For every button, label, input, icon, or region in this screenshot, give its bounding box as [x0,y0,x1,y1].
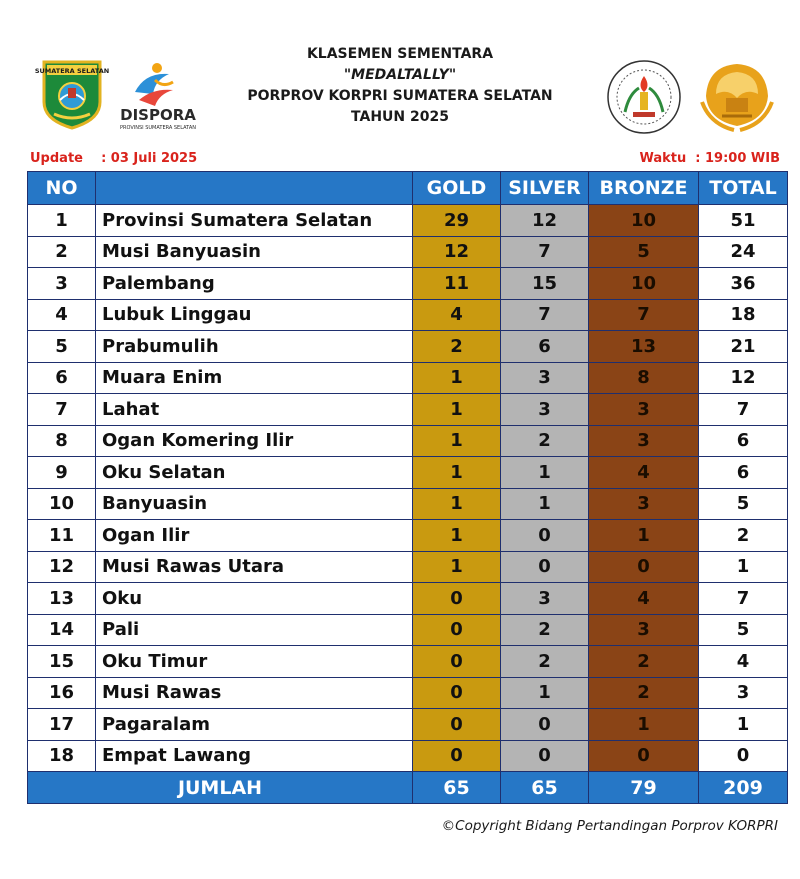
cell-silver: 3 [501,583,589,615]
table-row [28,677,788,709]
footer-total: 209 [699,772,788,804]
cell-silver: 0 [501,551,589,583]
cell-gold: 1 [413,488,501,520]
cell-bronze: 7 [589,299,699,331]
cell-total: 18 [699,299,788,331]
cell-silver: 2 [501,425,589,457]
table-row [28,331,788,363]
cell-total: 7 [699,394,788,426]
cell-bronze: 1 [589,709,699,741]
table-row [28,709,788,741]
cell-contingent-name: Banyuasin [96,488,413,520]
cell-silver: 6 [501,331,589,363]
cell-rank: 5 [28,331,96,363]
cell-rank: 8 [28,425,96,457]
medal-tally-table [27,171,788,804]
table-footer-row [28,772,788,804]
cell-bronze: 8 [589,362,699,394]
cell-gold: 0 [413,583,501,615]
cell-silver: 2 [501,614,589,646]
table-row [28,394,788,426]
cell-bronze: 0 [589,551,699,583]
table-row [28,646,788,678]
table-row [28,268,788,300]
page-title [200,44,600,128]
title-line-1: KLASEMEN SEMENTARA [306,46,494,62]
cell-rank: 6 [28,362,96,394]
medal-table-body [28,205,788,772]
table-row [28,205,788,237]
cell-silver: 3 [501,394,589,426]
table-row [28,362,788,394]
cell-bronze: 4 [589,583,699,615]
table-row [28,551,788,583]
dispora-logo [113,58,203,132]
table-row [28,299,788,331]
cell-total: 7 [699,583,788,615]
cell-silver: 2 [501,646,589,678]
cell-total: 1 [699,709,788,741]
cell-total: 5 [699,614,788,646]
cell-contingent-name: Musi Rawas [96,677,413,709]
cell-silver: 15 [501,268,589,300]
header-no: NO [28,172,96,205]
cell-total: 2 [699,520,788,552]
title-line-2: "MEDALTALLY" [343,67,457,83]
cell-rank: 7 [28,394,96,426]
table-row [28,236,788,268]
cell-contingent-name: Pagaralam [96,709,413,741]
table-row [28,520,788,552]
cell-gold: 11 [413,268,501,300]
header-name [96,172,413,205]
cell-rank: 16 [28,677,96,709]
cell-silver: 1 [501,488,589,520]
cell-bronze: 4 [589,457,699,489]
cell-total: 1 [699,551,788,583]
table-row [28,740,788,772]
cell-contingent-name: Provinsi Sumatera Selatan [96,205,413,237]
cell-rank: 1 [28,205,96,237]
cell-contingent-name: Lubuk Linggau [96,299,413,331]
cell-gold: 29 [413,205,501,237]
cell-silver: 0 [501,709,589,741]
cell-silver: 1 [501,677,589,709]
cell-silver: 7 [501,299,589,331]
cell-contingent-name: Pali [96,614,413,646]
cell-rank: 15 [28,646,96,678]
cell-rank: 13 [28,583,96,615]
cell-bronze: 3 [589,394,699,426]
cell-bronze: 2 [589,646,699,678]
cell-gold: 12 [413,236,501,268]
cell-rank: 3 [28,268,96,300]
cell-contingent-name: Ogan Komering Ilir [96,425,413,457]
cell-bronze: 13 [589,331,699,363]
cell-silver: 0 [501,740,589,772]
cell-gold: 0 [413,740,501,772]
dispora-logo-name: DISPORA [120,106,196,124]
cell-contingent-name: Oku Selatan [96,457,413,489]
cell-total: 0 [699,740,788,772]
cell-rank: 12 [28,551,96,583]
table-row [28,488,788,520]
cell-gold: 0 [413,614,501,646]
cell-gold: 0 [413,709,501,741]
header-total: TOTAL [699,172,788,205]
cell-total: 51 [699,205,788,237]
cell-gold: 0 [413,646,501,678]
update-date: Update : 03 Juli 2025 [30,151,198,166]
bapor-korpri-seal-logo [605,58,683,136]
cell-contingent-name: Prabumulih [96,331,413,363]
cell-rank: 2 [28,236,96,268]
cell-bronze: 2 [589,677,699,709]
table-row [28,583,788,615]
cell-contingent-name: Musi Banyuasin [96,236,413,268]
cell-bronze: 1 [589,520,699,552]
cell-bronze: 3 [589,425,699,457]
footer-label: JUMLAH [28,772,413,804]
cell-total: 6 [699,457,788,489]
sumsel-logo-text: SUMATERA SELATAN [34,67,110,75]
cell-total: 21 [699,331,788,363]
cell-contingent-name: Lahat [96,394,413,426]
footer-bronze: 79 [589,772,699,804]
cell-total: 24 [699,236,788,268]
footer-gold: 65 [413,772,501,804]
cell-total: 36 [699,268,788,300]
cell-total: 4 [699,646,788,678]
korpri-emblem-logo [696,58,778,134]
cell-rank: 4 [28,299,96,331]
update-time: Waktu : 19:00 WIB [639,151,780,166]
cell-gold: 0 [413,677,501,709]
cell-gold: 4 [413,299,501,331]
cell-silver: 0 [501,520,589,552]
cell-bronze: 5 [589,236,699,268]
cell-rank: 17 [28,709,96,741]
cell-bronze: 3 [589,614,699,646]
title-line-3: PORPROV KORPRI SUMATERA SELATAN [247,88,553,104]
cell-total: 5 [699,488,788,520]
copyright-note: ©Copyright Bidang Pertandingan Porprov KORPRI [441,818,778,834]
table-header-row [28,172,788,205]
header-bronze: BRONZE [589,172,699,205]
cell-silver: 1 [501,457,589,489]
cell-rank: 11 [28,520,96,552]
footer-silver: 65 [501,772,589,804]
cell-gold: 1 [413,394,501,426]
cell-gold: 1 [413,551,501,583]
cell-gold: 2 [413,331,501,363]
cell-total: 12 [699,362,788,394]
cell-contingent-name: Palembang [96,268,413,300]
cell-rank: 10 [28,488,96,520]
cell-total: 3 [699,677,788,709]
dispora-logo-subtitle: PROVINSI SUMATERA SELATAN [120,125,196,131]
cell-silver: 7 [501,236,589,268]
cell-rank: 9 [28,457,96,489]
cell-bronze: 3 [589,488,699,520]
cell-total: 6 [699,425,788,457]
title-line-4: TAHUN 2025 [351,109,449,125]
cell-bronze: 10 [589,205,699,237]
table-row [28,457,788,489]
cell-rank: 18 [28,740,96,772]
table-row [28,425,788,457]
cell-silver: 3 [501,362,589,394]
cell-gold: 1 [413,520,501,552]
cell-bronze: 10 [589,268,699,300]
cell-gold: 1 [413,457,501,489]
cell-rank: 14 [28,614,96,646]
cell-contingent-name: Musi Rawas Utara [96,551,413,583]
cell-gold: 1 [413,362,501,394]
header-silver: SILVER [501,172,589,205]
cell-contingent-name: Oku Timur [96,646,413,678]
cell-silver: 12 [501,205,589,237]
cell-contingent-name: Muara Enim [96,362,413,394]
cell-contingent-name: Ogan Ilir [96,520,413,552]
header-gold: GOLD [413,172,501,205]
cell-contingent-name: Empat Lawang [96,740,413,772]
sumsel-emblem-logo [34,58,110,130]
table-row [28,614,788,646]
cell-gold: 1 [413,425,501,457]
cell-bronze: 0 [589,740,699,772]
cell-contingent-name: Oku [96,583,413,615]
